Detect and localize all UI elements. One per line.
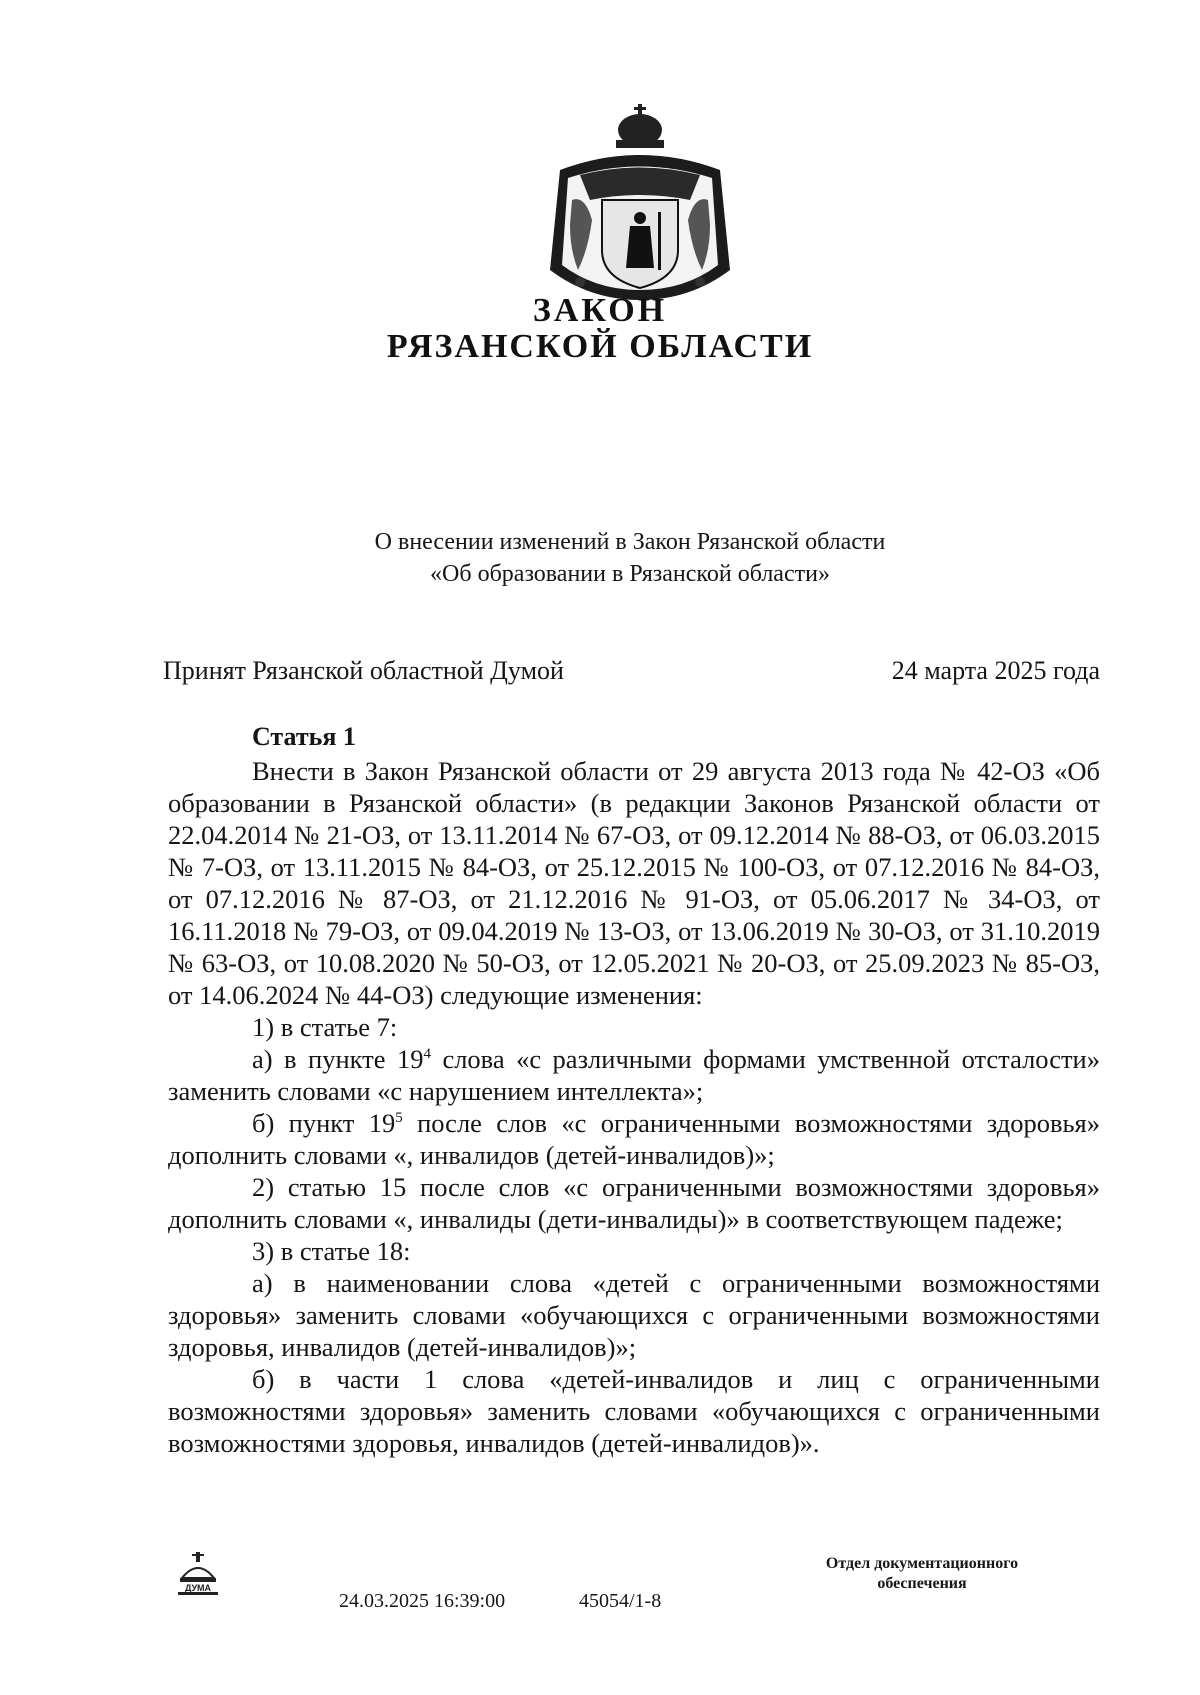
item-1a-sup: 4: [423, 1046, 431, 1063]
item-3b: б) в части 1 слова «детей-инвалидов и лиц с ограниченными возможностями здоровья» заменить словами «обучающихся с ограниченными возможностями здоровья, инвалидов (детей-инвалидов)».: [168, 1364, 1100, 1458]
article-body: [168, 755, 1100, 1459]
article-heading: Статья 1: [252, 722, 356, 751]
item-1a-rest: слова «с различными формами умственной отсталости» заменить словами «с нарушением интеллекта»;: [168, 1044, 1100, 1106]
item-1b-rest: после слов «с ограниченными возможностями здоровья» дополнить словами «, инвалидов (детей-инвалидов)»;: [168, 1108, 1100, 1170]
footer-dept-line-1: Отдел документационного: [825, 1555, 1019, 1572]
adopted-by: Принят Рязанской областной Думой: [163, 656, 564, 685]
issuer-title: РЯЗАНСКОЙ ОБЛАСТИ: [386, 328, 814, 365]
subject-line-2: «Об образовании в Рязанской области»: [430, 561, 830, 587]
duma-logo-text: ДУМА: [184, 1583, 212, 1593]
duma-logo-icon: [172, 1548, 224, 1600]
document-type-title: ЗАКОН: [532, 292, 668, 329]
subject-line-1: О внесении изменений в Закон Рязанской области: [374, 529, 886, 555]
adopted-date: 24 марта 2025 года: [891, 656, 1100, 685]
footer-timestamp: 24.03.2025 16:39:00: [339, 1590, 506, 1612]
item-3a: а) в наименовании слова «детей с ограниченными возможностями здоровья» заменить словами «обучающихся с ограниченными возможностями здоровья, инвалидов (детей-инвалидов)»;: [168, 1268, 1100, 1362]
item-1a: [168, 1043, 1100, 1107]
footer-dept-line-2: обеспечения: [877, 1575, 967, 1592]
law-subject: [0, 526, 1200, 590]
footer-reg-number: 45054/1-8: [579, 1590, 662, 1612]
item-1b: [168, 1107, 1100, 1171]
item-1b-sup: 5: [395, 1110, 403, 1127]
coat-of-arms-emblem: [540, 100, 740, 300]
item-2: 2) статью 15 после слов «с ограниченными возможностями здоровья» дополнить словами «, инвалиды (дети-инвалиды)» в соответствующем падеже;: [168, 1172, 1100, 1234]
item-1: 1) в статье 7:: [252, 1012, 398, 1042]
item-1b-text: б) пункт 19: [252, 1108, 396, 1138]
article-intro: Внести в Закон Рязанской области от 29 августа 2013 года № 42-ОЗ «Об образовании в Рязанской области» (в редакции Законов Рязанской области от 22.04.2014 № 21-ОЗ, от 13.11.2014 № 67-ОЗ, от 09.12.2014 № 88-ОЗ, от 06.03.2015 № 7-ОЗ, от 13.11.2015 № 84-ОЗ, от 25.12.2015 № 100-ОЗ, от 07.12.2016 № 84-ОЗ, от 07.12.2016 № 87-ОЗ, от 21.12.2016 № 91-ОЗ, от 05.06.2017 № 34-ОЗ, от 16.11.2018 № 79-ОЗ, от 09.04.2019 № 13-ОЗ, от 13.06.2019 № 30-ОЗ, от 31.10.2019 № 63-ОЗ, от 10.08.2020 № 50-ОЗ, от 12.05.2021 № 20-ОЗ, от 25.09.2023 № 85-ОЗ, от 14.06.2024 № 44-ОЗ) следующие изменения:: [168, 756, 1100, 1010]
item-3: 3) в статье 18:: [252, 1236, 411, 1266]
footer-department: [786, 1554, 1058, 1594]
item-1a-text: а) в пункте 19: [252, 1044, 424, 1074]
